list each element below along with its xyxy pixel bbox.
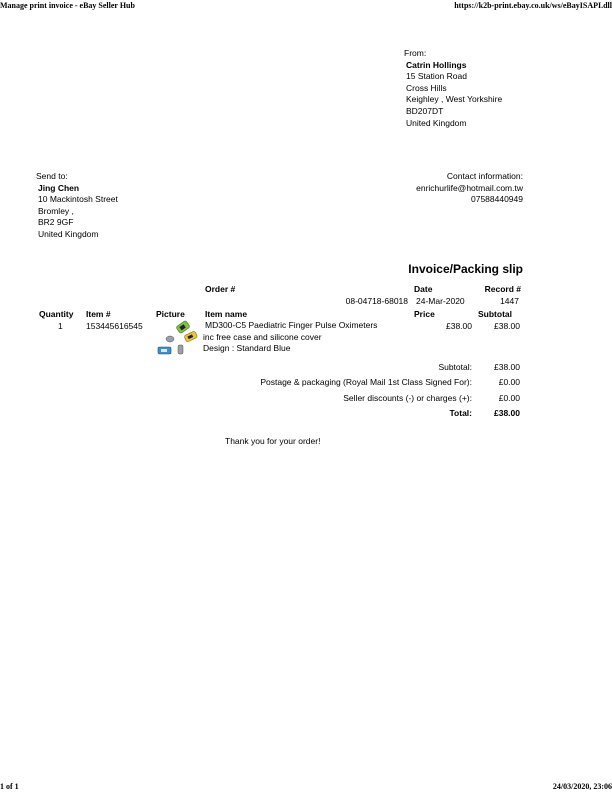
page-title: Manage print invoice - eBay Seller Hub xyxy=(0,1,135,10)
from-address-line: United Kingdom xyxy=(406,117,467,128)
product-picture xyxy=(156,320,202,356)
page-url: https://k2b-print.ebay.co.uk/ws/eBayISAPI.dll xyxy=(454,1,612,10)
page-count: 1 of 1 xyxy=(0,782,19,791)
send-to-address-line: 10 Mackintosh Street xyxy=(38,194,118,205)
subtotal-label: Subtotal: xyxy=(438,362,472,372)
print-datetime: 24/03/2020, 23:06 xyxy=(552,782,612,791)
from-address-line: 15 Station Road xyxy=(406,71,467,82)
row-subtotal: £38.00 xyxy=(494,321,520,331)
subtotal-value: £38.00 xyxy=(494,362,520,372)
send-to-block xyxy=(36,171,118,241)
send-to-label: Send to: xyxy=(36,171,68,181)
total-label: Total: xyxy=(449,408,472,418)
send-to-address-line: BR2 9GF xyxy=(38,217,74,228)
contact-label: Contact information: xyxy=(446,171,523,181)
record-number: 1447 xyxy=(500,296,519,306)
invoice-title: Invoice/Packing slip xyxy=(408,262,523,276)
row-item-number: 153445616545 xyxy=(86,321,143,331)
col-price: Price xyxy=(414,309,435,319)
order-number-label: Order # xyxy=(205,284,236,294)
contact-block xyxy=(416,171,523,206)
from-address-line: BD207DT xyxy=(406,105,444,116)
item-name-line: inc free case and silicone cover xyxy=(203,331,322,342)
order-date: 24-Mar-2020 xyxy=(416,296,465,306)
contact-email: enrichurlife@hotmail.com.tw xyxy=(416,182,523,193)
from-address-line: Cross Hills xyxy=(406,82,447,93)
item-name-line: MD300-C5 Paediatric Finger Pulse Oximeters xyxy=(205,320,378,330)
from-label: From: xyxy=(404,48,427,58)
send-to-address-line: United Kingdom xyxy=(38,228,99,239)
from-name: Catrin Hollings xyxy=(406,59,467,70)
send-to-address-line: Bromley , xyxy=(38,205,74,216)
date-label: Date xyxy=(414,284,433,294)
from-block xyxy=(404,48,502,129)
total-value: £38.00 xyxy=(494,408,520,418)
send-to-name: Jing Chen xyxy=(38,182,80,193)
col-item-number: Item # xyxy=(86,309,111,319)
col-picture: Picture xyxy=(156,309,185,319)
order-number: 08-04718-68018 xyxy=(345,296,408,306)
row-item-name xyxy=(203,320,377,355)
row-price: £38.00 xyxy=(446,321,472,331)
record-label: Record # xyxy=(484,284,521,294)
postage-label: Postage & packaging (Royal Mail 1st Class Signed For): xyxy=(260,377,472,387)
discounts-value: £0.00 xyxy=(498,393,520,403)
col-item-name: Item name xyxy=(205,309,248,319)
thank-you-message: Thank you for your order! xyxy=(225,436,321,446)
col-subtotal: Subtotal xyxy=(478,309,512,319)
col-quantity: Quantity xyxy=(39,309,74,319)
from-address-line: Keighley , West Yorkshire xyxy=(406,94,503,105)
contact-phone: 07588440949 xyxy=(470,194,523,205)
item-design: Design : Standard Blue xyxy=(203,343,291,354)
row-quantity: 1 xyxy=(58,321,63,331)
postage-value: £0.00 xyxy=(498,377,520,387)
discounts-label: Seller discounts (-) or charges (+): xyxy=(343,393,472,403)
